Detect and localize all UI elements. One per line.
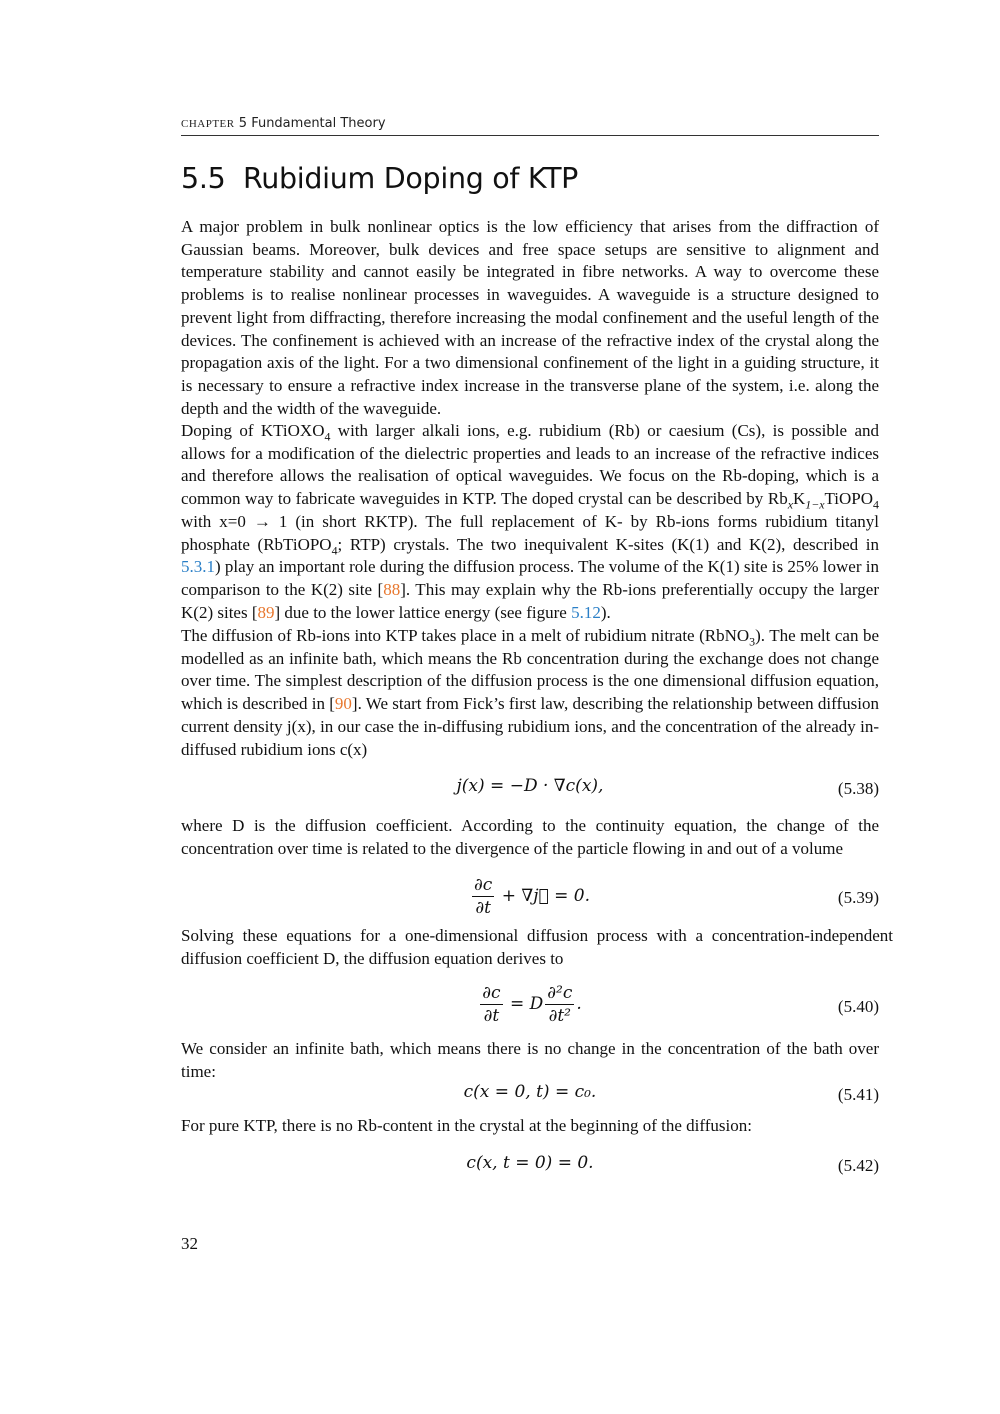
section-title: Rubidium Doping of KTP xyxy=(242,162,579,195)
fraction: $\frac{\partial c}{\partial t}$ xyxy=(474,875,493,918)
running-header xyxy=(181,116,879,136)
equation-5-39 xyxy=(181,874,879,922)
paragraph-diffusion: The diffusion of Rb-ions into KTP takes place in a melt of rubidium nitrate (RbNO$_3$). The melt can be modelled as an infinite bath, which means the Rb concentration during the exchange does not change over time. The simplest description of the diffusion process is the one dimensional diffusion equation, which is described in [90]. We start from Fick’s first law, describing the relationship between diffusion current density j(x), in our case the in-diffusing rubidium ions, and the concentration of the already in-diffused rubidium ions c(x) xyxy=(181,626,879,759)
section-number: 5.5 xyxy=(181,162,226,195)
equation-number: (5.41) xyxy=(837,1085,879,1104)
paragraph-pure-ktp: For pure KTP, there is no Rb-content in the crystal at the beginning of the diffusion: xyxy=(181,1116,752,1135)
equation-5-40 xyxy=(181,982,879,1032)
equation-content: $\frac{\partial c}{\partial t}$ = D $\frac{\text{∂²c}}{\text{∂t²}}$ . xyxy=(482,983,582,1026)
chapter-title: Fundamental Theory xyxy=(251,116,386,131)
paragraph-continuity: where D is the diffusion coefficient. According to the continuity equation, the change of the concentration over time is related to the divergence of the particle flowing in and out of a volume xyxy=(181,816,879,858)
paragraph-infinite-bath: We consider an infinite bath, which means there is no change in the concentration of the bath over time: xyxy=(181,1039,879,1081)
equation-5-41 xyxy=(181,1082,879,1108)
paragraph-intro: A major problem in bulk nonlinear optics is the low efficiency that arises from the diffraction of Gaussian beams. Moreover, bulk devices and free space setups are sensitive to alignment and temperature stability and cannot easily be integrated in fibre networks. A way to overcome these problems is to realise nonlinear processes in waveguides. A waveguide is a structure designed to prevent light from diffracting, therefore increasing the modal confinement and the useful length of the devices. The confinement is achieved with an increase of the refractive index of the crystal along the propagation axis of the light. For a two dimensional confinement of the light in a guiding structure, it is necessary to ensure a refractive index increase in the transverse plane of the system, i.e. along the depth and the width of the waveguide. xyxy=(181,217,879,418)
equation-content: c(x = 0, t) = c₀. xyxy=(463,1082,597,1102)
equation-content: j(x) = −D · ∇c(x), xyxy=(456,776,604,796)
equation-number: (5.38) xyxy=(837,779,879,798)
fraction: $\frac{\text{∂²c}}{\text{∂t²}}$ xyxy=(547,983,573,1026)
equation-number: (5.42) xyxy=(837,1156,879,1175)
equation-5-38 xyxy=(181,776,879,802)
citation-link-88[interactable]: 88 xyxy=(383,579,401,599)
paragraph-solving: Solving these equations for a one-dimensional diffusion process with a concentration-independent diffusion coefficient D, the diffusion equation derives to xyxy=(181,926,893,968)
equation-number: (5.39) xyxy=(837,888,879,907)
paragraph-doping: Doping of KTiOXO$_4$ with larger alkali ions, e.g. rubidium (Rb) or caesium (Cs), is possible and allows for a modification of the dielectric properties and leads to an increase of the refractive indices and therefore allows the realisation of optical waveguides. We focus on the Rb-doping, which is a common way to fabricate waveguides in KTP. The doped crystal can be described by $Rb_xK_{1-x}TiOPO_4$ with x=0 → 1 (in short RKTP). The full replacement of K- by Rb-ions forms rubidium titanyl phosphate (RbTiOPO$_4$; RTP) crystals. The two inequivalent K-sites (K(1) and K(2), described in 5.3.1) play an important role during the diffusion process. The volume of the K(1) site is 25% lower in comparison to the K(2) site [88]. This may explain why the Rb-ions preferentially occupy the larger K(2) sites [89] due to the lower lattice energy (see figure 5.12). xyxy=(181,421,880,622)
equation-number: (5.40) xyxy=(837,997,879,1016)
section-heading xyxy=(181,162,578,195)
equation-content: c(x, t = 0) = 0. xyxy=(466,1153,594,1173)
page-number: 32 xyxy=(181,1234,198,1253)
citation-link-90[interactable]: 90 xyxy=(334,694,352,714)
figure-ref-link[interactable]: 5.12 xyxy=(571,602,601,622)
chapter-number: 5 xyxy=(238,116,248,131)
equation-content: $\frac{\partial c}{\partial t}$ + ∇j⃗ = 0. xyxy=(474,875,590,918)
fraction: $\frac{\partial c}{\partial t}$ xyxy=(482,983,501,1026)
section-ref-link[interactable]: 5.3.1 xyxy=(181,557,215,577)
chapter-word: CHAPTER xyxy=(181,118,235,130)
citation-link-89[interactable]: 89 xyxy=(257,602,275,622)
equation-5-42 xyxy=(181,1153,879,1179)
